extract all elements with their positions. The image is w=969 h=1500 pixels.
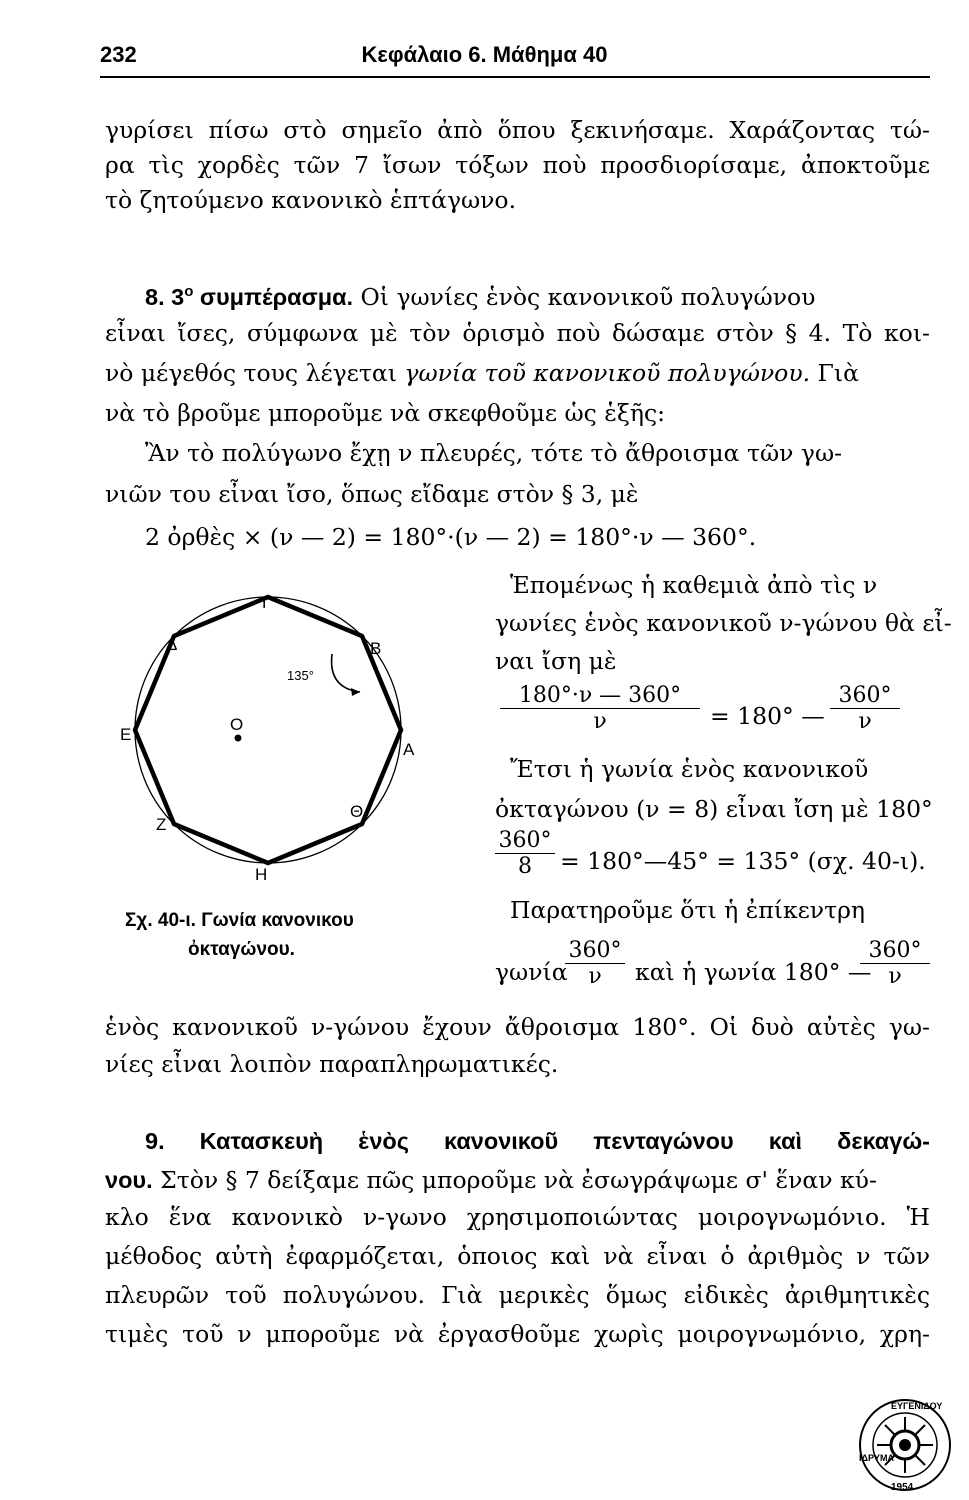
text-line: ναι ἴση μὲ <box>495 647 617 675</box>
text-line: ρα τὶς χορδὲς τῶν 7 ἴσων τόξων ποὺ προσδιορίσαμε, ἀποκτοῦμε <box>105 151 930 179</box>
equals-text: = 180° — <box>710 702 825 730</box>
page-number: 232 <box>100 42 137 67</box>
fraction <box>500 683 700 734</box>
header-rule <box>100 76 930 78</box>
vertex-label-Th: Θ <box>350 802 364 821</box>
octagon-figure <box>120 580 440 890</box>
text-line: Παρατηροῦμε ὅτι ἡ ἐπίκεντρη <box>510 896 865 924</box>
vertex-label-G: Γ <box>262 593 272 612</box>
text-line: Ἔτσι ἡ γωνία ἑνὸς κανονικοῦ <box>510 755 869 783</box>
figure-caption-line2: ὀκταγώνου. <box>188 939 295 960</box>
text-line: νίες εἶναι λοιπὸν παραπληρωματικές. <box>105 1050 559 1078</box>
stamp-year: 1954 <box>891 1482 914 1493</box>
text-line <box>105 356 930 390</box>
fraction <box>565 938 625 989</box>
stamp-emblem-center <box>899 1439 911 1451</box>
text-line: κλο ἕνα κανονικὸ ν-γωνο χρησιμοποιώντας μοιρογνωμόνιο. Ἡ <box>105 1203 930 1231</box>
fraction-numerator: 360° <box>495 828 555 854</box>
text-line: Ἑπομένως ἡ καθεμιὰ ἀπὸ τὶς ν <box>510 571 878 599</box>
vertex-label-A: Α <box>403 740 415 759</box>
fraction-denominator: ν <box>588 964 602 989</box>
stamp-text-left: ΙΔΡΥΜΑ <box>859 1453 894 1463</box>
text-line: τιμὲς τοῦ ν μποροῦμε νὰ ἐργασθοῦμε χωρὶς μοιρογνωμόνιο, χρη- <box>105 1320 930 1348</box>
text-line: γυρίσει πίσω στὸ σημεῖο ἀπὸ ὅπου ξεκινήσαμε. Χαράζοντας τώ- <box>105 116 930 144</box>
fraction <box>830 683 900 734</box>
vertex-label-E: Ε <box>120 725 132 744</box>
fraction-denominator: ν <box>858 709 872 734</box>
text-line: εἶναι ἴσες, σύμφωνα μὲ τὸν ὁρισμὸ ποὺ δώσαμε στὸν § 4. Τὸ κοι- <box>105 319 930 347</box>
degree-superscript: ο <box>184 283 194 300</box>
text-span: νὸ μέγεθός τους λέγεται <box>105 359 405 387</box>
text-span: καὶ ἡ γωνία 180° — <box>635 958 872 986</box>
vertex-label-H: Η <box>255 865 268 884</box>
text-span: Γιὰ <box>810 359 859 387</box>
text-line: γωνίες ἑνὸς κανονικοῦ ν-γώνου θὰ εἶ- <box>495 609 952 637</box>
fraction-numerator: 360° <box>830 683 900 709</box>
section-8-heading-line <box>145 275 930 314</box>
section-8-title: συμπέρασμα. <box>193 283 354 310</box>
text-line: Ἂν τὸ πολύγωνο ἔχῃ ν πλευρές, τότε τὸ ἄθροισμα τῶν γω- <box>145 439 843 467</box>
foundation-stamp <box>855 1395 955 1495</box>
text-span: Στὸν § 7 δείξαμε πῶς μποροῦμε νὰ ἐσωγράψωμε σ' ἕναν κύ- <box>152 1166 877 1194</box>
section-9-title: 9. Κατασκευὴ ἑνὸς κανονικοῦ πενταγώνου καὶ δεκαγώ- <box>145 1128 930 1154</box>
defined-term: γωνία τοῦ κανονικοῦ πολυγώνου. <box>404 359 811 387</box>
running-title: Κεφάλαιο 6. Μάθημα 40 <box>361 42 608 67</box>
text-line: ἑνὸς κανονικοῦ ν-γώνου ἔχουν ἄθροισμα 180°. Οἱ δυὸ αὐτὲς γω- <box>105 1013 930 1041</box>
center-label-O: Ο <box>230 715 244 734</box>
stamp-text-top: ΕΥΓΕΝΙΔΟΥ <box>891 1401 943 1411</box>
fraction-numerator: 360° <box>565 938 625 964</box>
page-header <box>0 40 969 80</box>
angle-label: 135° <box>287 668 314 683</box>
text-span: γωνία <box>495 958 568 986</box>
text-line <box>105 1163 930 1197</box>
fraction-denominator: ν <box>888 964 902 989</box>
fraction-numerator: 360° <box>860 938 930 964</box>
fraction <box>860 938 930 989</box>
text-line: μέθοδος αὐτὴ ἐφαρμόζεται, ὁποιος καὶ νὰ εἶναι ὁ ἀριθμὸς ν τῶν <box>105 1242 930 1270</box>
fraction-denominator: ν <box>593 709 607 734</box>
center-point <box>235 735 242 742</box>
text-span: Οἱ γωνίες ἑνὸς κανονικοῦ πολυγώνου <box>353 282 816 311</box>
fraction <box>495 828 555 879</box>
text-line: ὀκταγώνου (ν = 8) εἶναι ἴση μὲ 180° <box>495 795 933 823</box>
figure-caption-line1: Σχ. 40-ι. Γωνία κανονικου <box>125 910 354 931</box>
fraction-numerator: 180°·ν — 360° <box>500 683 700 709</box>
section-9-title-end: νου. <box>105 1167 153 1193</box>
section-9-heading <box>145 1124 930 1158</box>
text-line: νιῶν του εἶναι ἴσο, ὅπως εἴδαμε στὸν § 3, μὲ <box>105 480 639 508</box>
vertex-label-B: Β <box>370 639 382 658</box>
angle-arc <box>332 654 360 692</box>
text-line: τὸ ζητούμενο κανονικὸ ἑπτάγωνο. <box>105 186 517 214</box>
section-8-number: 8. 3 <box>145 283 185 310</box>
arrow-head <box>351 688 360 696</box>
formula-line: 2 ὀρθὲς × (ν — 2) = 180°·(ν — 2) = 180°·ν — 360°. <box>145 523 757 551</box>
fraction-denominator: 8 <box>518 854 532 879</box>
vertex-label-D: Δ <box>166 635 178 654</box>
text-line: = 180°—45° = 135° (σχ. 40-ι). <box>560 847 926 875</box>
text-line: νὰ τὸ βροῦμε μποροῦμε νὰ σκεφθοῦμε ὡς ἑξῆς: <box>105 399 666 427</box>
text-line: πλευρῶν τοῦ πολυγώνου. Γιὰ μερικὲς ὅμως εἰδικὲς ἀριθμητικὲς <box>105 1281 930 1309</box>
vertex-label-Z: Ζ <box>156 815 167 834</box>
